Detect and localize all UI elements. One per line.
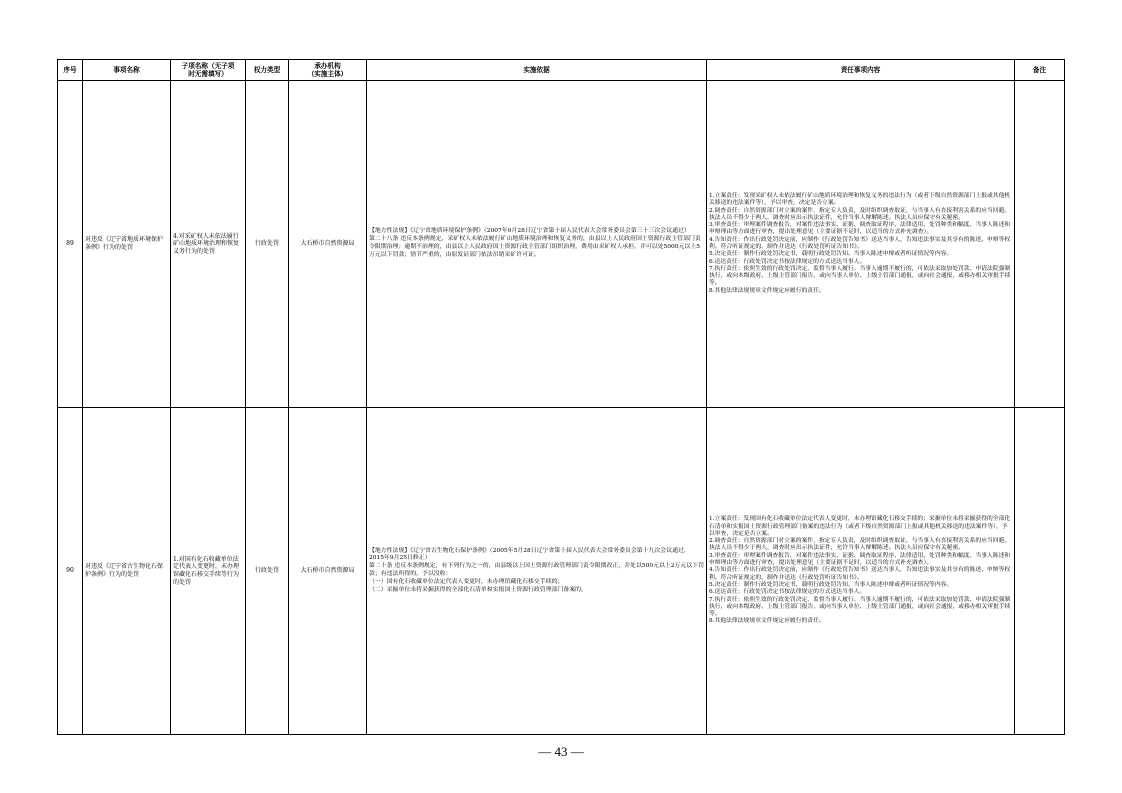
- header-power-type: 权力类型: [246, 60, 289, 81]
- row-remarks: [1015, 408, 1065, 735]
- header-index: 序号: [58, 60, 83, 81]
- row-responsibility: 1.立案责任：发现采矿权人未依法履行矿山地质环境治理和恢复义务的违法行为（或者下级自然资源部门上报或其他机关移送的违法案件等），予以审查，决定是否立案。 2.调查责任：自然资源部门对立案的案件，指定专人负责，及时组织调查取证，与当事人有直接利害关系的应当回避。执法人员不得少于两人，调查时应出示执法证件，允许当事人辩解陈述。执法人员应保守有关秘密。 3.审查责任：审理案件调查报告，对案件违法事实、证据、调查取证程序、法律适用、处罚种类和幅度、当事人陈述和申辩理由等方面进行审查，提出处理意见（主要证据不足时，以适当的方式补充调查）。 4.告知责任：作出行政处罚决定前，应制作《行政处罚告知书》送达当事人，告知违法事实及其享有的陈述、申辩等权利。符合听证规定的，制作并送达《行政处罚听证告知书》。 5.决定责任：制作行政处罚决定书，载明行政处罚告知、当事人陈述申辩或者听证情况等内容。 6.送达责任：行政处罚决定书按法律规定的方式送达当事人。 7.执行责任：依照生效的行政处罚决定，监督当事人履行。当事人逾期不履行的，可依法采取加处罚款、申请法院强制执行，或向本级政府、上级主管部门报告，或向当事人单位、上级主管部门通报，或向社会通报，或移办相关审批手续等。 8.其他法律法规规章文件规定应履行的责任。: [707, 81, 1015, 408]
- header-basis: 实施依据: [367, 60, 707, 81]
- row-power-type: 行政处罚: [246, 408, 289, 735]
- row-org: 大石桥市自然资源局: [289, 408, 367, 735]
- header-responsibility: 责任事项内容: [707, 60, 1015, 81]
- row-sub-item-name: 1.对国有化石收藏单位法定代表人变更时，未办理馆藏化石移交手续等行为的处罚: [171, 408, 246, 735]
- row-org: 大石桥市自然资源局: [289, 81, 367, 408]
- document-page: [57, 59, 1064, 735]
- row-power-type: 行政处罚: [246, 81, 289, 408]
- row-remarks: [1015, 81, 1065, 408]
- row-index: 90: [58, 408, 83, 735]
- row-basis: 【地方性法规】《辽宁省地质环境保护条例》（2007年9月28日辽宁省第十届人民代表大会常务委员会第三十三次会议通过） 第二十八条 违反本条例规定，采矿权人未依法履行矿山地质环境治理和恢复义务的，由县以上人民政府国土资源行政主管部门责令限期治理；逾期不治理的，由县以上人民政府国土资源行政主管部门组织治理，费用由采矿权人承担，并可以处5000元以上5万元以下罚款；情节严重的，由原发证部门依法吊销采矿许可证。: [367, 81, 707, 408]
- row-index: 89: [58, 81, 83, 408]
- header-item-name: 事项名称: [83, 60, 171, 81]
- row-basis: 【地方性法规】《辽宁省古生物化石保护条例》（2005年5月28日辽宁省第十届人民代表大会常务委员会第十九次会议通过，2015年9月25日修正） 第二十条 违反本条例规定，有下列行为之一的，由县级以上国土资源行政管理部门责令限期改正，并处以500元以上2万元以下罚款；有违法所得的，予以没收： （一）国有化石收藏单位法定代表人变更时，未办理馆藏化石移交手续的； （二）采掘单位未将采掘获得的全部化石清单和实报国土资源行政管理部门备案的。: [367, 408, 707, 735]
- power-list-table: [57, 59, 1065, 735]
- row-item-name: 对违反《辽宁省地质环境保护条例》行为的处罚: [83, 81, 171, 408]
- header-row: [58, 60, 1065, 81]
- row-responsibility: 1.立案责任：发现国有化石收藏单位法定代表人变更时，未办理馆藏化石移交手续的；采掘单位未将采掘获得的全部化石清单和实报国土资源行政管理部门备案的违法行为（或者下级自然资源部门上报或其他机关移送的违法案件等），予以审查，决定是否立案。 2.调查责任：自然资源部门对立案的案件，指定专人负责，及时组织调查取证，与当事人有直接利害关系的应当回避。执法人员不得少于两人，调查时应出示执法证件，允许当事人辩解陈述。执法人员应保守有关秘密。 3.审查责任：审理案件调查报告，对案件违法事实、证据、调查取证程序、法律适用、处罚种类和幅度、当事人陈述和申辩理由等方面进行审查，提出处理意见（主要证据不足时，以适当的方式补充调查）。 4.告知责任：作出行政处罚决定前，应制作《行政处罚告知书》送达当事人，告知违法事实及其享有的陈述、申辩等权利。符合听证规定的，制作并送达《行政处罚听证告知书》。 5.决定责任：制作行政处罚决定书，载明行政处罚告知、当事人陈述申辩或者听证情况等内容。 6.送达责任：行政处罚决定书按法律规定的方式送达当事人。 7.执行责任：依照生效的行政处罚决定，监督当事人履行。当事人逾期不履行的，可依法采取加处罚款、申请法院强制执行，或向本级政府、上级主管部门报告，或向当事人单位、上级主管部门通报，或向社会通报，或移办相关审批手续等。 8.其他法律法规规章文件规定应履行的责任。: [707, 408, 1015, 735]
- page-number: — 43 —: [538, 744, 584, 759]
- header-org: 承办机构 （实施主体）: [289, 60, 367, 81]
- header-sub-item-name: 子项名称（无子项 时无需填写）: [171, 60, 246, 81]
- header-remarks: 备注: [1015, 60, 1065, 81]
- row-sub-item-name: 4.对采矿权人未依法履行矿山地质环境治理和恢复义务行为的处罚: [171, 81, 246, 408]
- row-item-name: 对违反《辽宁省古生物化石保护条例》行为的处罚: [83, 408, 171, 735]
- table-row: [58, 81, 1065, 408]
- table-row: [58, 408, 1065, 735]
